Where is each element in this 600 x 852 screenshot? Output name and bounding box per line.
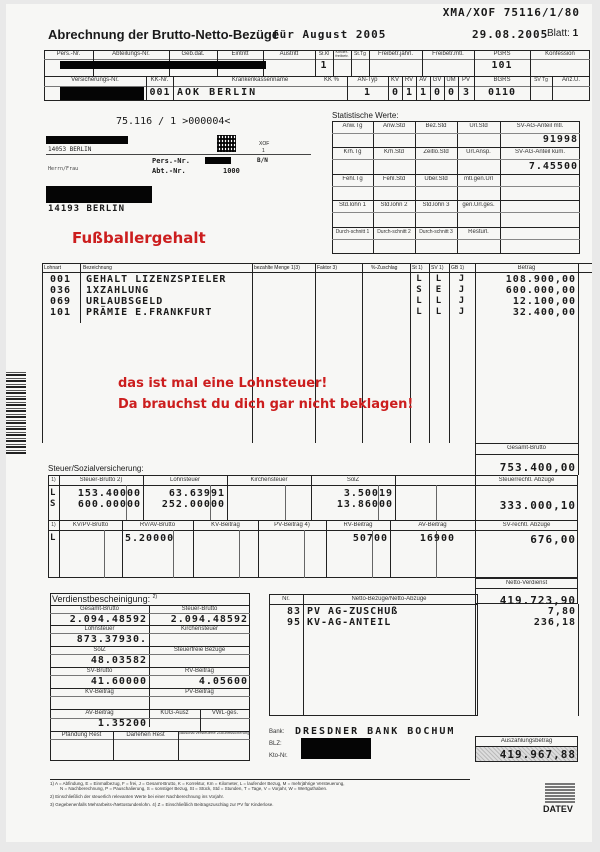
net-amount: 236,18 [533, 617, 576, 628]
stat-fehl-std: Fehl.Std [382, 176, 406, 182]
footnote-3: 3) Gegebenenfalls Mehrarbeits-/Nettostundenlohn. 4) Z = Einschließlich Beitragszuschlag zur PV für Kinderlose. [50, 802, 274, 807]
certificate-title: Verdienstbescheinigung: $^{2)}$ [52, 594, 158, 604]
kk-name-value: AOK BERLIN [177, 87, 258, 98]
cert-value-steuer-brutto: 2.094.48592 [170, 614, 248, 625]
cert-label-steuer-brutto: Steuer-Brutto [181, 606, 218, 612]
tax-header-kirchensteuer: Kirchensteuer [250, 477, 288, 483]
cert-label-steuerfreie-bezuege: Steuerfreie Bezüge [173, 647, 226, 653]
sheet-label: Blatt: 1 [547, 28, 579, 39]
redacted-versicherungs-nr [60, 87, 144, 100]
wages-header-bezeichnung: Bezeichnung [83, 265, 112, 271]
cert-label-kug-ausz: KUG-Ausz [160, 710, 189, 716]
wage-code: 001 [50, 274, 72, 285]
stat-sv-ag-mtl-label: SV-AG-Anteil mtl. [516, 123, 564, 129]
payout-value: 419.967,88 [499, 748, 576, 761]
cert-value-av-beitrag: 1.35200 [97, 718, 147, 729]
pv-value: 3 [462, 87, 470, 98]
label-austritt: Austritt [279, 51, 299, 57]
gv-value: 0 [433, 87, 441, 98]
sv-header-type: 1) [51, 522, 56, 528]
sv-type: L [50, 533, 57, 543]
stat-bez-std: Bez.Std [425, 123, 447, 129]
sv-header-rv-av-brutto: RV/AV-Brutto [139, 522, 176, 528]
cert-label-vwl-ges: VWL-ges. [211, 710, 239, 716]
wage-gb: J [458, 274, 466, 284]
sv-header-rv-beitrag: RV-Beitrag [343, 522, 373, 528]
scan-reference: 75.116 / 1 >000004< [116, 116, 231, 127]
cert-label-solz: SolZ [93, 647, 106, 653]
cert-value-lohnsteuer: 873.37930. [76, 634, 147, 645]
wages-header-sv: SV 1) [431, 265, 444, 271]
label-versicherungs-nr: Versicherungs-Nr. [71, 77, 119, 83]
net-nr: 83 [286, 606, 301, 617]
blz-label: BLZ: [269, 741, 282, 747]
footnote-1a: 1) A = Abfindung, E = Einmalbezug, F = frei, J = Gesamt-Brutto, K = Korrektur, Km = Kilometer, L = laufender Bezug, M = mehrjährige Versteuerung, [50, 781, 345, 786]
stat-resturl: Resturl. [468, 229, 489, 235]
label-abteilungs-nr: Abteilungs-Nr. [112, 51, 150, 57]
bgrs-value: 0110 [487, 87, 517, 98]
cert-label-pfaendung-rest: Pfändung Rest [61, 732, 102, 738]
qr-code-icon [217, 135, 236, 152]
stat-mtl-gen-url: mtl.gen.Url [463, 176, 493, 182]
sv-rv-av-brutto: 5.20000 [125, 533, 175, 544]
label-an-typ: AN-Typ [357, 77, 378, 83]
sv-header-kv-pv-brutto: KV/PV-Brutto [72, 522, 109, 528]
tax-lohnsteuer: 252.00000 [161, 499, 225, 510]
wage-sv: L [435, 296, 443, 306]
redacted-personal-data [60, 61, 266, 69]
an-typ-value: 1 [363, 87, 372, 98]
steuer-abzuege-value: 333.000,10 [499, 499, 576, 512]
sv-header-kv-beitrag: KV-Beitrag [211, 522, 240, 528]
xof-label: XOF [259, 141, 270, 147]
tax-lohnsteuer: 63.63991 [168, 488, 225, 499]
recipient-city: 14193 BERLIN [48, 204, 126, 214]
cert-label-pv-beitrag: PV-Beitrag [185, 689, 214, 695]
cert-value-gesamt-brutto: 2.094.48592 [69, 614, 147, 625]
sv-av-beitrag: 16900 [419, 533, 455, 544]
net-header-nr: Nr. [282, 596, 290, 602]
label-kinderfreibetrag: Kinder-freibetr. [335, 50, 349, 58]
wages-header-betrag: Betrag [517, 265, 536, 271]
stat-gen-url-ges: gen.Url.ges. [462, 202, 495, 208]
wage-sv: E [435, 285, 443, 295]
label-bgrs: BGRS [493, 77, 511, 83]
stat-sv-ag-kum-label: SV-AG-Anteil kum. [514, 149, 565, 155]
tax-type: S [50, 499, 57, 509]
stat-std-lohn-2: Std.lohn 2 [380, 202, 408, 208]
wage-st: S [416, 285, 423, 295]
label-gv: GV [432, 77, 442, 83]
stat-sv-ag-kum-value: 7.45500 [528, 161, 578, 172]
wage-st: L [416, 296, 423, 306]
label-av: AV [419, 77, 427, 83]
wages-header-lohnart: Lohnart [44, 265, 61, 271]
salutation: Herrn/Frau [48, 166, 79, 172]
tax-solz: 3.50019 [343, 488, 393, 499]
cert-value-sv-brutto: 41.60000 [90, 676, 147, 687]
label-pgrs: PGRS [493, 51, 511, 57]
wage-desc: 1XZAHLUNG [86, 285, 150, 296]
label-um: UM [446, 77, 456, 83]
annotation-title: Fußballergehalt [72, 229, 206, 247]
wage-amount: 600.000,00 [505, 285, 576, 296]
tax-header-lohnsteuer: Lohnsteuer [169, 477, 201, 483]
net-desc: KV-AG-ANTEIL [307, 617, 392, 628]
abt-nr-label: Abt.-Nr. [152, 167, 186, 175]
wage-desc: URLAUBSGELD [86, 296, 164, 307]
label-freibetr-mtl: Freibetr.mtl. [432, 51, 464, 57]
steuer-abzuege-label: Steuerrechtl. Abzüge [498, 477, 555, 483]
footnotes [50, 781, 345, 807]
wage-sv: L [435, 274, 443, 284]
wages-header-zuschlag: %-Zuschlag [371, 265, 398, 271]
cert-label-gesamt-brutto: Gesamt-Brutto [79, 606, 119, 612]
stat-ueber-std: Über.Std [424, 176, 448, 182]
label-sv-tg: SV Tg [534, 77, 548, 83]
cert-label-zukunftssicherung: pauschal versteuerte Zukunftssicherung [178, 731, 250, 735]
st-kl-value: 1 [320, 60, 328, 71]
net-nr: 95 [286, 617, 301, 628]
kv-value: 0 [391, 87, 399, 98]
stat-krh-tg: Krh.Tg [343, 149, 362, 155]
stat-std-lohn-3: Std.lohn 3 [422, 202, 450, 208]
netto-verdienst-label: Netto-Verdienst [505, 580, 548, 586]
wage-gb: J [458, 285, 466, 295]
cert-label-av-beitrag: AV-Beitrag [85, 710, 114, 716]
stat-anw-std: Anw.Std [382, 123, 405, 129]
tax-header-type: 1) [51, 477, 56, 483]
wage-amount: 108.900,00 [505, 274, 576, 285]
pers-nr-label: Pers.-Nr. [152, 157, 190, 165]
wage-desc: GEHALT LIZENZSPIELER [86, 274, 227, 285]
net-desc: PV AG-ZUSCHUß [307, 606, 399, 617]
wage-amount: 32.400,00 [512, 307, 576, 318]
tax-header-solz: SolZ [346, 477, 360, 483]
redacted-account [301, 738, 371, 759]
sv-header-av-beitrag: AV-Beitrag [418, 522, 447, 528]
label-kk-nr: KK-Nr. [150, 77, 169, 83]
wage-code: 036 [50, 285, 72, 296]
sv-abzuege-label: SV-rechtl. Abzüge [502, 522, 551, 528]
redacted-sender [46, 136, 128, 144]
document-date: 29.08.2005 [472, 28, 549, 41]
label-pers-nr: Pers.-Nr. [56, 51, 81, 57]
stat-fehl-tg: Fehl.Tg [342, 176, 363, 182]
kto-label: Kto-Nr. [269, 753, 288, 759]
label-rv: RV [404, 77, 414, 83]
stats-title: Statistische Werte: [332, 111, 399, 120]
wage-code: 101 [50, 307, 72, 318]
wage-sv: L [435, 307, 443, 317]
footnote-1b: N = Nachberechnung, P = Pauschalierung, S = sonstiger Bezug, St = Stück, Std = Stunden, T = Tage, V = Vorjahr, W = Wertguthaben. [60, 786, 328, 791]
label-st-kl: St.Kl [318, 51, 330, 57]
wage-amount: 12.100,00 [512, 296, 576, 307]
wages-header-menge: bezahlte Menge 1)3) [254, 265, 300, 271]
net-amount: 7,80 [547, 606, 576, 617]
gesamt-brutto-value: 753.400,00 [499, 461, 576, 474]
stat-std-lohn-1: Std.lohn 1 [338, 202, 367, 208]
net-header-desc: Netto-Bezüge/Netto-Abzüge [351, 596, 427, 602]
wages-header-st: St 1) [412, 265, 423, 271]
cert-label-rv-beitrag: RV-Beitrag [185, 668, 214, 674]
bank-name: DRESDNER BANK BOCHUM [295, 726, 456, 737]
sv-abzuege-value: 676,00 [530, 533, 576, 546]
datev-brand: DATEV [543, 804, 573, 814]
payslip-page [6, 4, 592, 842]
stat-durchschnitt-2: Durch-schnitt 2 [377, 229, 411, 235]
cert-label-darlehen-rest: Darlehen Rest [126, 732, 165, 738]
stat-durchschnitt-3: Durch-schnitt 3 [419, 229, 453, 235]
stat-sv-ag-mtl-value: 91998 [542, 134, 578, 145]
gesamt-brutto-label: Gesamt-Brutto [506, 445, 546, 451]
rv-value: 1 [405, 87, 413, 98]
stat-zeitlo-std: Zeitlo.Std [423, 149, 449, 155]
tax-header-steuer-brutto: Steuer-Brutto 2) [79, 477, 123, 483]
wages-header-gb: GB 1) [451, 265, 465, 271]
wage-gb: J [458, 307, 466, 317]
stat-url-ansp: Url.Ansp. [466, 149, 491, 155]
cert-value-solz: 48.03582 [90, 655, 147, 666]
stat-anw-tg: Anw.Tg [342, 123, 363, 129]
netto-verdienst-value: 419.723,90 [499, 594, 576, 607]
annotation-line-2: Da brauchst du dich gar nicht beklagen! [118, 397, 414, 412]
tax-steuer-brutto: 600.00000 [77, 499, 141, 510]
reference-number: XMA/XOF 75116/1/80 [442, 6, 580, 19]
label-kv: KV [390, 77, 399, 83]
wage-code: 069 [50, 296, 72, 307]
stat-durchschnitt-1: Durch-schnitt 1 [335, 229, 370, 235]
stat-krh-std: Krh.Std [383, 149, 404, 155]
period: für August 2005 [272, 28, 387, 41]
sv-rv-beitrag: 50700 [352, 533, 388, 544]
label-kk-prozent: KK % [323, 77, 339, 83]
xof-number: 1 [262, 148, 265, 154]
cert-label-sv-brutto: SV-Brutto [86, 668, 113, 674]
redacted-recipient-address [46, 186, 152, 203]
wage-st: L [416, 307, 423, 317]
pgrs-value: 101 [491, 60, 513, 71]
label-st-tg: St.Tg [354, 51, 366, 57]
wage-st: L [416, 274, 423, 284]
tax-type: L [50, 488, 57, 498]
cert-value-rv-beitrag: 4.05600 [198, 676, 248, 687]
um-value: 0 [447, 87, 455, 98]
label-pv: PV [461, 77, 470, 83]
side-barcode-icon [6, 372, 26, 454]
cert-label-kirchensteuer: Kirchensteuer [180, 626, 219, 632]
kk-nr-value: 001 [149, 87, 171, 98]
annotation-line-1: das ist mal eine Lohnsteuer! [118, 376, 328, 391]
wage-gb: J [458, 296, 466, 306]
payout-label: Auszahlungsbetrag [500, 738, 553, 744]
wages-header-faktor: Faktor 3) [317, 265, 338, 271]
sv-header-pv-beitrag: PV-Beitrag 4) [274, 522, 310, 528]
bank-label: Bank: [269, 729, 285, 735]
cert-label-kv-beitrag: KV-Beitrag [85, 689, 114, 695]
tax-solz: 13.86000 [336, 499, 393, 510]
label-eintritt: Eintritt [231, 51, 249, 57]
footnote-2: 2) Einschließlich der steuerlich relevanten Werte bei einer Nachberechnung ins Vorjahr. [50, 794, 225, 799]
av-value: 1 [419, 87, 427, 98]
label-konfession: Konfession [545, 51, 575, 57]
label-freibetr-jaehrl: Freibetr.jährl. [377, 51, 413, 57]
document-title: Abrechnung der Brutto-Netto-Bezüge [48, 27, 280, 42]
tax-section-title: Steuer/Sozialversicherung: [48, 464, 144, 473]
pers-nr-suffix: B/N [257, 157, 268, 164]
label-krankenkassenname: Krankenkassenname [231, 77, 289, 83]
tax-steuer-brutto: 153.40000 [77, 488, 141, 499]
label-anz-u: Anz.U. [561, 77, 580, 83]
redacted-pers-nr [205, 157, 231, 164]
wage-desc: PRÄMIE E.FRANKFURT [86, 307, 213, 318]
label-geb-dat: Geb.dat. [181, 51, 205, 57]
cert-label-lohnsteuer: Lohnsteuer [84, 626, 115, 632]
abt-nr-value: 1000 [223, 167, 240, 175]
sender-city: 14053 BERLIN [48, 146, 92, 153]
stat-url-std: Url.Std [469, 123, 488, 129]
datev-logo-icon [545, 783, 575, 803]
